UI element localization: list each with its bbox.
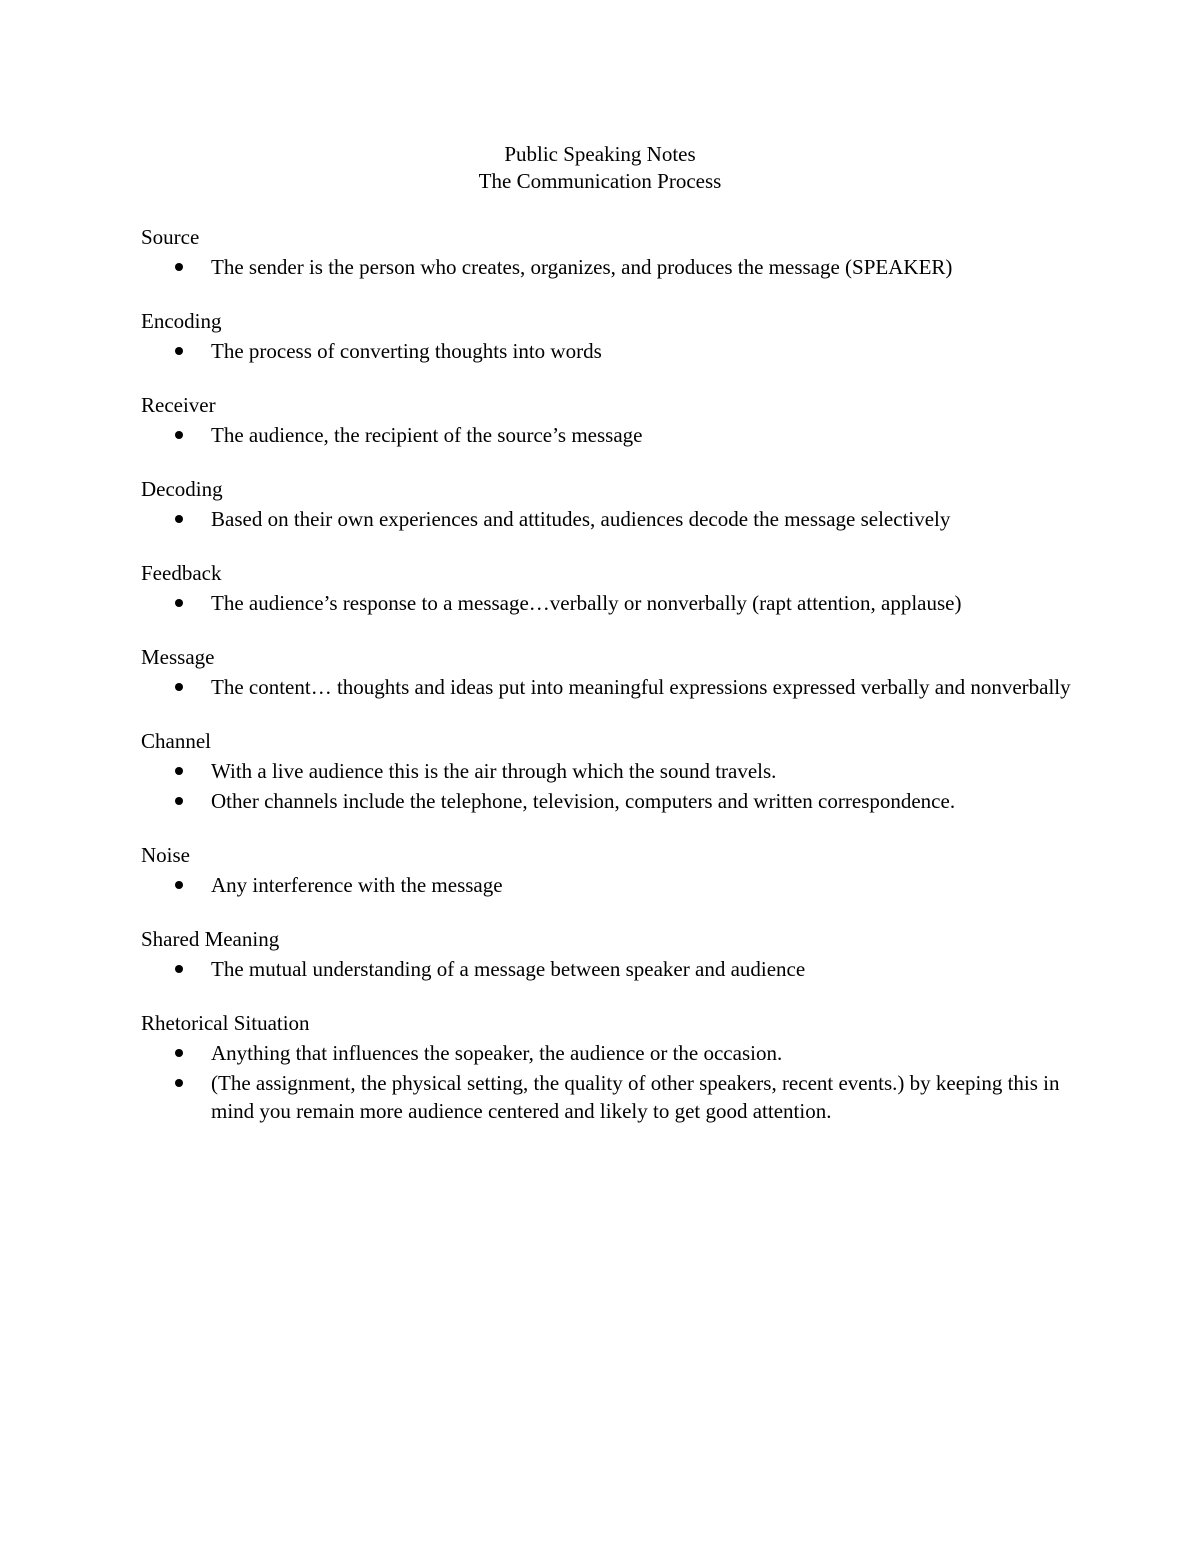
section-heading: Decoding (141, 477, 223, 501)
section-heading: Shared Meaning (141, 927, 280, 951)
bullet-dot-icon (175, 1079, 183, 1087)
bullet-text: Based on their own experiences and attitudes, audiences decode the message selectively (211, 507, 951, 531)
section-channel (141, 727, 1081, 815)
bullet-dot-icon (175, 1049, 183, 1057)
bullet-text: The audience, the recipient of the source’s message (211, 423, 643, 447)
section-message (141, 643, 1081, 701)
bullet-item (141, 871, 1081, 899)
bullet-text: Anything that influences the sopeaker, the audience or the occasion. (211, 1041, 783, 1065)
bullet-item (141, 421, 1081, 449)
bullet-item (141, 589, 1081, 617)
bullet-item (141, 757, 1081, 785)
section-decoding (141, 475, 1081, 533)
bullet-text: With a live audience this is the air through which the sound travels. (211, 759, 777, 783)
bullet-list (141, 757, 1081, 815)
bullet-list (141, 589, 1081, 617)
bullet-dot-icon (175, 767, 183, 775)
bullet-item (141, 673, 1081, 701)
bullet-list (141, 253, 1081, 281)
bullet-dot-icon (175, 683, 183, 691)
bullet-item (141, 787, 1081, 815)
notes-content (141, 223, 1081, 1151)
section-heading: Channel (141, 729, 211, 753)
bullet-text: The sender is the person who creates, organizes, and produces the message (SPEAKER) (211, 255, 953, 279)
section-noise (141, 841, 1081, 899)
bullet-text: The content… thoughts and ideas put into meaningful expressions expressed verbally and nonverbally (211, 675, 1071, 699)
bullet-list (141, 337, 1081, 365)
section-shared-meaning (141, 925, 1081, 983)
bullet-dot-icon (175, 263, 183, 271)
bullet-list (141, 505, 1081, 533)
page-title: Public Speaking Notes (504, 142, 696, 166)
section-heading: Noise (141, 843, 190, 867)
bullet-item (141, 955, 1081, 983)
bullet-text: Any interference with the message (211, 873, 503, 897)
bullet-dot-icon (175, 797, 183, 805)
section-encoding (141, 307, 1081, 365)
section-heading: Receiver (141, 393, 216, 417)
bullet-text: The process of converting thoughts into words (211, 339, 602, 363)
section-heading: Rhetorical Situation (141, 1011, 310, 1035)
bullet-item (141, 1069, 1081, 1125)
bullet-item (141, 505, 1081, 533)
section-feedback (141, 559, 1081, 617)
bullet-list (141, 421, 1081, 449)
page-subtitle: The Communication Process (478, 169, 722, 193)
bullet-text: (The assignment, the physical setting, the quality of other speakers, recent events.) by keeping this in mind you remain more audience centered and likely to get good attention. (211, 1071, 1060, 1123)
section-heading: Feedback (141, 561, 222, 585)
section-heading: Encoding (141, 309, 222, 333)
bullet-dot-icon (175, 965, 183, 973)
bullet-dot-icon (175, 881, 183, 889)
bullet-list (141, 955, 1081, 983)
title-block (0, 141, 1200, 195)
bullet-dot-icon (175, 431, 183, 439)
bullet-text: The mutual understanding of a message between speaker and audience (211, 957, 806, 981)
bullet-list (141, 1039, 1081, 1125)
section-heading: Source (141, 225, 200, 249)
bullet-item (141, 253, 1081, 281)
section-source (141, 223, 1081, 281)
section-rhetorical-situation (141, 1009, 1081, 1125)
bullet-list (141, 871, 1081, 899)
bullet-text: The audience’s response to a message…verbally or nonverbally (rapt attention, applause) (211, 591, 962, 615)
bullet-item (141, 337, 1081, 365)
bullet-dot-icon (175, 347, 183, 355)
section-heading: Message (141, 645, 215, 669)
bullet-item (141, 1039, 1081, 1067)
bullet-dot-icon (175, 599, 183, 607)
bullet-text: Other channels include the telephone, television, computers and written correspondence. (211, 789, 956, 813)
section-receiver (141, 391, 1081, 449)
bullet-dot-icon (175, 515, 183, 523)
bullet-list (141, 673, 1081, 701)
